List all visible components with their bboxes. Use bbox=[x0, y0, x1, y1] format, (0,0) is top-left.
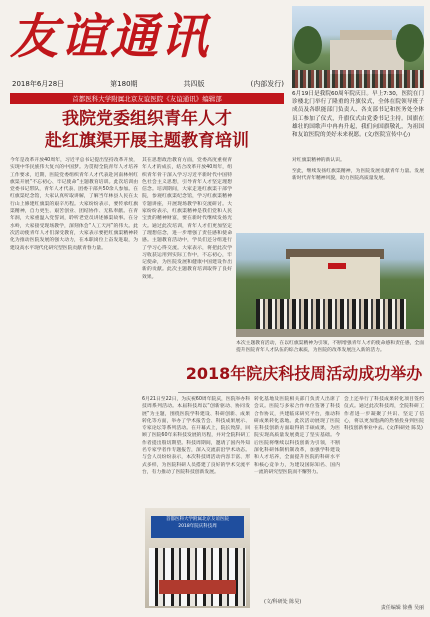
article2-column-c: 会上还举行了科技成果转化项目签约仪式。通过此次科技周，全院科研工作者进一步凝聚了共识、坚定了信心，将以更加饱满的热情投身到医院科技创新事业中去。(文/科研处 陈昊) bbox=[344, 397, 424, 432]
headline-science-week: 2018年院庆科技周活动成功举办 bbox=[185, 364, 423, 383]
photo-banner-line-2: 2018年院庆科技周 bbox=[178, 524, 217, 529]
middle-right-text-2: 本次主题教育活动，在以红旗渠精神为引领，不断增强青年人才的使命感和责任感，全面提升医院青年人才队伍的综合素质，为医院的改革发展注入新的活力。 bbox=[236, 341, 424, 354]
article1-column-1: 今年是改革开放40周年，习近平总书记提出坚持改革开放，实现中华民族伟大复兴的中国梦。为贯彻全院青年人才培养工作要求，近期，医院党委组织青年人才代表赴河南林州红旗渠开展“不忘初心、牢记使命”主题教育培训。此次培训由党委书记带队，青年人才代表、团委干部共50余人参加。在红旗渠纪念馆，大家认真听取讲解，了解当年林县人民在太行山上修建红旗渠的艰辛历程。大家纷纷表示，要传承红旗渠精神，自力更生、艰苦创业、团结协作、无私奉献。在青年洞，大家重温入党誓词，聆听老党员讲述修渠故事。在分水岭，大家接受现场教学，深刻体会“人工天河”的伟大。此次活动使青年人才们深受教育，大家表示要把红旗渠精神转化为推动医院发展的强大动力，在本职岗位上奋发进取，为建设高水平现代化研究型医院贡献青春力量。 bbox=[10, 158, 138, 251]
flag-ceremony-photo bbox=[292, 6, 424, 88]
science-week-photo bbox=[145, 508, 250, 608]
article1-column-3: 对红旗渠精神的新认识。 bbox=[292, 158, 345, 163]
issue-info-row bbox=[12, 79, 284, 91]
article2-author: (文/科研处 陈昊) bbox=[264, 599, 302, 605]
masthead bbox=[10, 6, 282, 76]
headline-line-2: 赴红旗渠开展主题教育培训 bbox=[45, 131, 249, 151]
sponsor-band: 首都医科大学附属北京友谊医院《友谊通讯》编辑部 bbox=[10, 93, 284, 104]
editor-credit: 责任编辑 徐燕 吴丽 bbox=[380, 605, 424, 611]
headline-line-1: 我院党委组织青年人才 bbox=[62, 109, 232, 129]
divider bbox=[178, 392, 424, 393]
issue-date: 2018年6月28日 bbox=[12, 80, 65, 88]
article2-column-a: 6月21日至22日，为庆祝60周年院庆，医院举办科技周系列活动。本届科技周以“创新驱动、协同发展”为主题，围绕医院学科建设、科研创新、成果转化等方面，举办了学术报告会、科技成果展示、专家论坛等系列活动。在开幕式上，院长致辞，回顾了医院60年来科技发展的历程，并对全院科研工作者提出殷切期望。科技周期间，邀请了国内外知名专家学者作专题报告，深入交流前沿学术动态。与会人员纷纷表示，本次科技周活动内容丰富、形式多样，为医院科研人员搭建了良好的学术交流平台，有力推动了医院科技创新发展。 bbox=[142, 397, 250, 475]
issue-number: 第180期 bbox=[110, 80, 138, 88]
group-photo-hongqiqu bbox=[236, 233, 424, 337]
internal-note: (内部发行) bbox=[250, 80, 284, 88]
flag-ceremony-caption: 6月19日是我院60周年院庆日。早上7:30，医院在门诊楼北门举行了隆重的升旗仪式，全体在院领导班子成员及各职能部门负责人、各支部书记和医务处全体员工参加了仪式，升旗仪式由党委书记主持。国旗在雄壮的国歌声中冉冉升起，我们向国旗敬礼，为祖国和友谊医院的美好未来祝愿。(文/医院宣传中心) bbox=[292, 91, 424, 139]
headline-party-training bbox=[10, 108, 284, 154]
article1-column-2: 其在思想政治教育方面，党委高度重视青年人才的成长，结合改革开放40周年，组织青年骨干深入学习习近平新时代中国特色社会主义思想，引导青年人才坚定理想信念。培训期间，大家走进红旗渠干部学院，参观红旗渠纪念馆，学习红旗渠精神专题讲座，开展现场教学和交流研讨。大家纷纷表示，红旗渠精神是我们党和人民宝贵的精神财富，要在新时代继续发扬光大。通过此次培训，青年人才们更加坚定了理想信念，进一步增强了责任感和使命感。主题教育活动中，学员们还分组进行了学习心得交流。大家表示，将把此次学习收获运用到实际工作中，不忘初心，牢记使命，为医院发展和健康中国建设作出新的贡献。此次主题教育培训取得了良好效果。 bbox=[142, 158, 232, 280]
newspaper-title: 友谊通讯 bbox=[10, 9, 211, 65]
photo-banner bbox=[151, 516, 244, 538]
article2-column-b: 转化基地及医院相关部门负责人出席了会议。医院与多家合作单位签署了科技合作协议，共建临床研究平台，推动科研成果转化落地。此次活动展现了医院在科技创新方面取得的丰硕成果，为医院实现高质量发展奠定了坚实基础。今后医院将继续以科技创新为引领，不断深化科研体制机制改革，加强学科建设和人才培养，全面提升医院的科研水平和核心竞争力，为建设国际知名、国内一流的研究型医院而不懈努力。 bbox=[254, 397, 340, 475]
page-count: 共四版 bbox=[183, 80, 205, 88]
photo-banner-line-1: 首都医科大学附属北京友谊医院 bbox=[166, 517, 229, 522]
middle-right-text-1: 至此，继续发扬红旗渠精神，为医院发展贡献青年力量。发展新时代青年精神风貌，助力医院高质量发展。 bbox=[292, 169, 424, 182]
